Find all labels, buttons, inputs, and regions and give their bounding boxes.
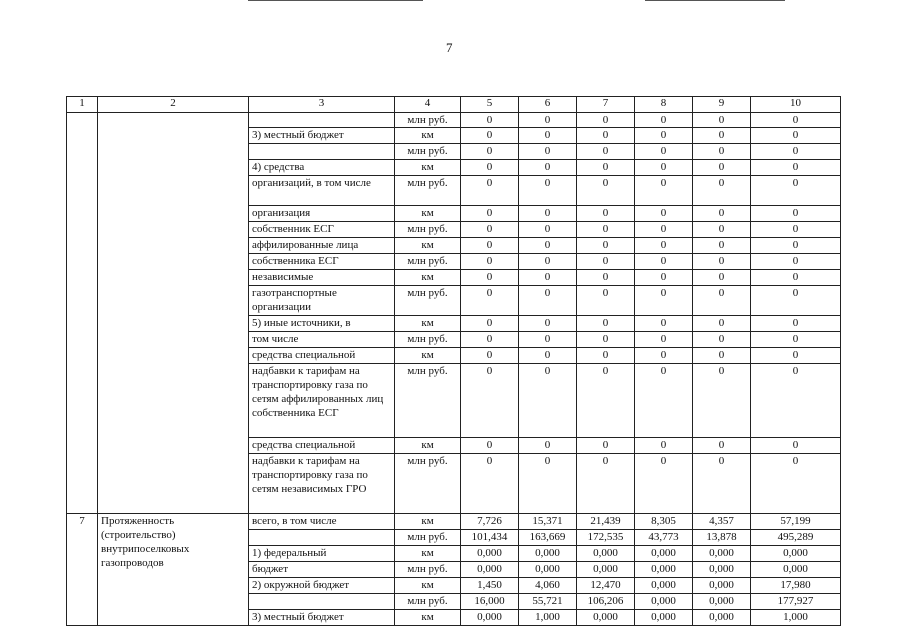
- header-cell: 3: [249, 97, 395, 113]
- value-cell: 0: [635, 286, 693, 316]
- value-cell: 0,000: [577, 562, 635, 578]
- source-cell: 3) местный бюджет: [249, 128, 395, 144]
- value-cell: 17,980: [751, 578, 841, 594]
- value-cell: 0: [577, 270, 635, 286]
- value-cell: 0: [635, 206, 693, 222]
- source-cell: аффилированные лица: [249, 238, 395, 254]
- value-cell: 0: [461, 206, 519, 222]
- value-cell: 0,000: [461, 546, 519, 562]
- value-cell: 0,000: [693, 610, 751, 626]
- value-cell: 0: [519, 144, 577, 160]
- unit-cell: млн руб.: [395, 530, 461, 546]
- value-cell: 0: [751, 206, 841, 222]
- value-cell: 0: [577, 176, 635, 206]
- value-cell: 43,773: [635, 530, 693, 546]
- source-cell: [249, 594, 395, 610]
- value-cell: 0,000: [693, 578, 751, 594]
- value-cell: 0,000: [751, 546, 841, 562]
- value-cell: 4,060: [519, 578, 577, 594]
- value-cell: 177,927: [751, 594, 841, 610]
- value-cell: 0: [693, 332, 751, 348]
- value-cell: 0: [519, 286, 577, 316]
- value-cell: 0: [635, 176, 693, 206]
- unit-cell: км: [395, 546, 461, 562]
- value-cell: 495,289: [751, 530, 841, 546]
- value-cell: 0: [693, 254, 751, 270]
- value-cell: 106,206: [577, 594, 635, 610]
- value-cell: 0: [519, 238, 577, 254]
- source-cell: собственника ЕСГ: [249, 254, 395, 270]
- source-cell: [249, 144, 395, 160]
- value-cell: 0: [693, 316, 751, 332]
- value-cell: 0: [461, 316, 519, 332]
- value-cell: 0: [751, 316, 841, 332]
- value-cell: 0: [693, 438, 751, 454]
- value-cell: 0: [693, 222, 751, 238]
- value-cell: 0: [635, 238, 693, 254]
- value-cell: 0: [635, 128, 693, 144]
- value-cell: 0: [577, 128, 635, 144]
- source-cell: собственник ЕСГ: [249, 222, 395, 238]
- value-cell: 0: [693, 238, 751, 254]
- value-cell: 0,000: [635, 562, 693, 578]
- value-cell: 0: [693, 286, 751, 316]
- unit-cell: км: [395, 438, 461, 454]
- source-cell: [249, 113, 395, 128]
- value-cell: 0: [693, 160, 751, 176]
- value-cell: 0: [635, 270, 693, 286]
- value-cell: 0: [519, 364, 577, 438]
- source-cell: бюджет: [249, 562, 395, 578]
- value-cell: 0: [751, 113, 841, 128]
- value-cell: 0: [461, 128, 519, 144]
- unit-cell: млн руб.: [395, 222, 461, 238]
- value-cell: 163,669: [519, 530, 577, 546]
- value-cell: 0: [635, 113, 693, 128]
- value-cell: 0: [577, 222, 635, 238]
- value-cell: 0: [577, 160, 635, 176]
- value-cell: 0: [519, 254, 577, 270]
- header-row: [67, 97, 841, 113]
- value-cell: 0: [577, 286, 635, 316]
- value-cell: 0: [519, 222, 577, 238]
- value-cell: 0: [693, 270, 751, 286]
- value-cell: 0,000: [519, 562, 577, 578]
- unit-cell: млн руб.: [395, 594, 461, 610]
- value-cell: 0,000: [461, 610, 519, 626]
- value-cell: 0: [751, 270, 841, 286]
- value-cell: 0: [461, 364, 519, 438]
- source-cell: 1) федеральный: [249, 546, 395, 562]
- value-cell: 0: [519, 348, 577, 364]
- value-cell: 0: [693, 144, 751, 160]
- value-cell: 0: [635, 332, 693, 348]
- number-cell: [67, 113, 98, 514]
- value-cell: 0: [751, 222, 841, 238]
- source-cell: средства специальной: [249, 348, 395, 364]
- value-cell: 0: [693, 364, 751, 438]
- value-cell: 0: [577, 364, 635, 438]
- table-row: [67, 514, 841, 530]
- value-cell: 0: [635, 254, 693, 270]
- header-cell: 10: [751, 97, 841, 113]
- header-cell: 9: [693, 97, 751, 113]
- value-cell: 101,434: [461, 530, 519, 546]
- value-cell: 0: [635, 348, 693, 364]
- value-cell: 0: [751, 128, 841, 144]
- value-cell: 0: [635, 364, 693, 438]
- top-rule: [248, 0, 423, 1]
- value-cell: 55,721: [519, 594, 577, 610]
- value-cell: 0: [635, 222, 693, 238]
- value-cell: 0,000: [693, 594, 751, 610]
- unit-cell: км: [395, 610, 461, 626]
- value-cell: 0,000: [577, 610, 635, 626]
- header-cell: 5: [461, 97, 519, 113]
- page-number: 7: [446, 40, 453, 55]
- value-cell: 0: [577, 348, 635, 364]
- value-cell: 0: [751, 454, 841, 514]
- value-cell: 1,450: [461, 578, 519, 594]
- value-cell: 0,000: [693, 562, 751, 578]
- value-cell: 0: [751, 238, 841, 254]
- unit-cell: млн руб.: [395, 286, 461, 316]
- table-row: [67, 113, 841, 128]
- value-cell: 0,000: [635, 546, 693, 562]
- source-cell: газотранспортные организации: [249, 286, 395, 316]
- value-cell: 0,000: [635, 578, 693, 594]
- unit-cell: млн руб.: [395, 562, 461, 578]
- value-cell: 0: [519, 316, 577, 332]
- value-cell: 0: [461, 144, 519, 160]
- value-cell: 7,726: [461, 514, 519, 530]
- value-cell: 0: [635, 316, 693, 332]
- value-cell: 0: [519, 176, 577, 206]
- value-cell: 0: [461, 222, 519, 238]
- value-cell: 0,000: [635, 610, 693, 626]
- source-cell: том числе: [249, 332, 395, 348]
- value-cell: 172,535: [577, 530, 635, 546]
- header-cell: 2: [98, 97, 249, 113]
- value-cell: 0: [461, 286, 519, 316]
- unit-cell: млн руб.: [395, 113, 461, 128]
- value-cell: 0: [635, 454, 693, 514]
- value-cell: 0: [519, 206, 577, 222]
- value-cell: 0,000: [577, 546, 635, 562]
- source-cell: [249, 530, 395, 546]
- value-cell: 0: [693, 128, 751, 144]
- value-cell: 0: [519, 438, 577, 454]
- value-cell: 0,000: [693, 546, 751, 562]
- value-cell: 0: [519, 128, 577, 144]
- indicator-cell: [98, 113, 249, 514]
- source-cell: средства специальной: [249, 438, 395, 454]
- value-cell: 0: [461, 438, 519, 454]
- value-cell: 0: [577, 316, 635, 332]
- value-cell: 0: [577, 206, 635, 222]
- unit-cell: км: [395, 316, 461, 332]
- value-cell: 0: [693, 348, 751, 364]
- header-cell: 8: [635, 97, 693, 113]
- unit-cell: млн руб.: [395, 454, 461, 514]
- value-cell: 0: [751, 438, 841, 454]
- source-cell: организаций, в том числе: [249, 176, 395, 206]
- header-cell: 6: [519, 97, 577, 113]
- top-rule: [645, 0, 785, 1]
- value-cell: 0: [577, 254, 635, 270]
- value-cell: 0: [577, 332, 635, 348]
- header-cell: 1: [67, 97, 98, 113]
- unit-cell: км: [395, 160, 461, 176]
- indicator-title: Протяженность (строительство) внутрипоселковых газопроводов: [98, 514, 249, 626]
- value-cell: 0,000: [751, 562, 841, 578]
- unit-cell: млн руб.: [395, 176, 461, 206]
- value-cell: 0: [461, 454, 519, 514]
- value-cell: 12,470: [577, 578, 635, 594]
- source-cell: 2) окружной бюджет: [249, 578, 395, 594]
- value-cell: 0: [461, 332, 519, 348]
- value-cell: 0: [693, 113, 751, 128]
- source-cell: независимые: [249, 270, 395, 286]
- unit-cell: км: [395, 206, 461, 222]
- unit-cell: км: [395, 348, 461, 364]
- value-cell: 0: [635, 160, 693, 176]
- value-cell: 0: [577, 454, 635, 514]
- value-cell: 0: [577, 113, 635, 128]
- value-cell: 57,199: [751, 514, 841, 530]
- unit-cell: млн руб.: [395, 144, 461, 160]
- value-cell: 15,371: [519, 514, 577, 530]
- source-cell: надбавки к тарифам на транспортировку газа по сетям аффилированных лиц собственника ЕСГ: [249, 364, 395, 438]
- value-cell: 21,439: [577, 514, 635, 530]
- value-cell: 1,000: [751, 610, 841, 626]
- value-cell: 0: [519, 454, 577, 514]
- value-cell: 0: [461, 160, 519, 176]
- value-cell: 0: [461, 176, 519, 206]
- value-cell: 13,878: [693, 530, 751, 546]
- value-cell: 0: [635, 438, 693, 454]
- source-cell: организация: [249, 206, 395, 222]
- source-cell: всего, в том числе: [249, 514, 395, 530]
- value-cell: 0: [751, 332, 841, 348]
- value-cell: 0: [519, 270, 577, 286]
- value-cell: 0: [577, 438, 635, 454]
- value-cell: 1,000: [519, 610, 577, 626]
- value-cell: 0: [693, 176, 751, 206]
- value-cell: 0: [751, 144, 841, 160]
- source-cell: 4) средства: [249, 160, 395, 176]
- unit-cell: млн руб.: [395, 332, 461, 348]
- unit-cell: км: [395, 270, 461, 286]
- value-cell: 0: [519, 113, 577, 128]
- value-cell: 0: [693, 206, 751, 222]
- value-cell: 0,000: [461, 562, 519, 578]
- value-cell: 0: [751, 254, 841, 270]
- value-cell: 8,305: [635, 514, 693, 530]
- header-cell: 7: [577, 97, 635, 113]
- value-cell: 0: [751, 286, 841, 316]
- value-cell: 0: [461, 238, 519, 254]
- value-cell: 0: [751, 348, 841, 364]
- unit-cell: км: [395, 128, 461, 144]
- value-cell: 0: [577, 238, 635, 254]
- row-number: 7: [67, 514, 98, 626]
- value-cell: 0: [519, 332, 577, 348]
- value-cell: 0: [751, 176, 841, 206]
- value-cell: 0: [693, 454, 751, 514]
- value-cell: 0,000: [519, 546, 577, 562]
- value-cell: 0: [635, 144, 693, 160]
- source-cell: надбавки к тарифам на транспортировку газа по сетям независимых ГРО: [249, 454, 395, 514]
- value-cell: 0,000: [635, 594, 693, 610]
- value-cell: 0: [519, 160, 577, 176]
- unit-cell: км: [395, 578, 461, 594]
- source-cell: 5) иные источники, в: [249, 316, 395, 332]
- value-cell: 16,000: [461, 594, 519, 610]
- data-table: [66, 96, 841, 626]
- value-cell: 0: [577, 144, 635, 160]
- value-cell: 0: [751, 160, 841, 176]
- value-cell: 0: [461, 348, 519, 364]
- value-cell: 0: [751, 364, 841, 438]
- unit-cell: км: [395, 238, 461, 254]
- unit-cell: км: [395, 514, 461, 530]
- unit-cell: млн руб.: [395, 254, 461, 270]
- value-cell: 0: [461, 254, 519, 270]
- source-cell: 3) местный бюджет: [249, 610, 395, 626]
- value-cell: 0: [461, 270, 519, 286]
- value-cell: 0: [461, 113, 519, 128]
- value-cell: 4,357: [693, 514, 751, 530]
- header-cell: 4: [395, 97, 461, 113]
- unit-cell: млн руб.: [395, 364, 461, 438]
